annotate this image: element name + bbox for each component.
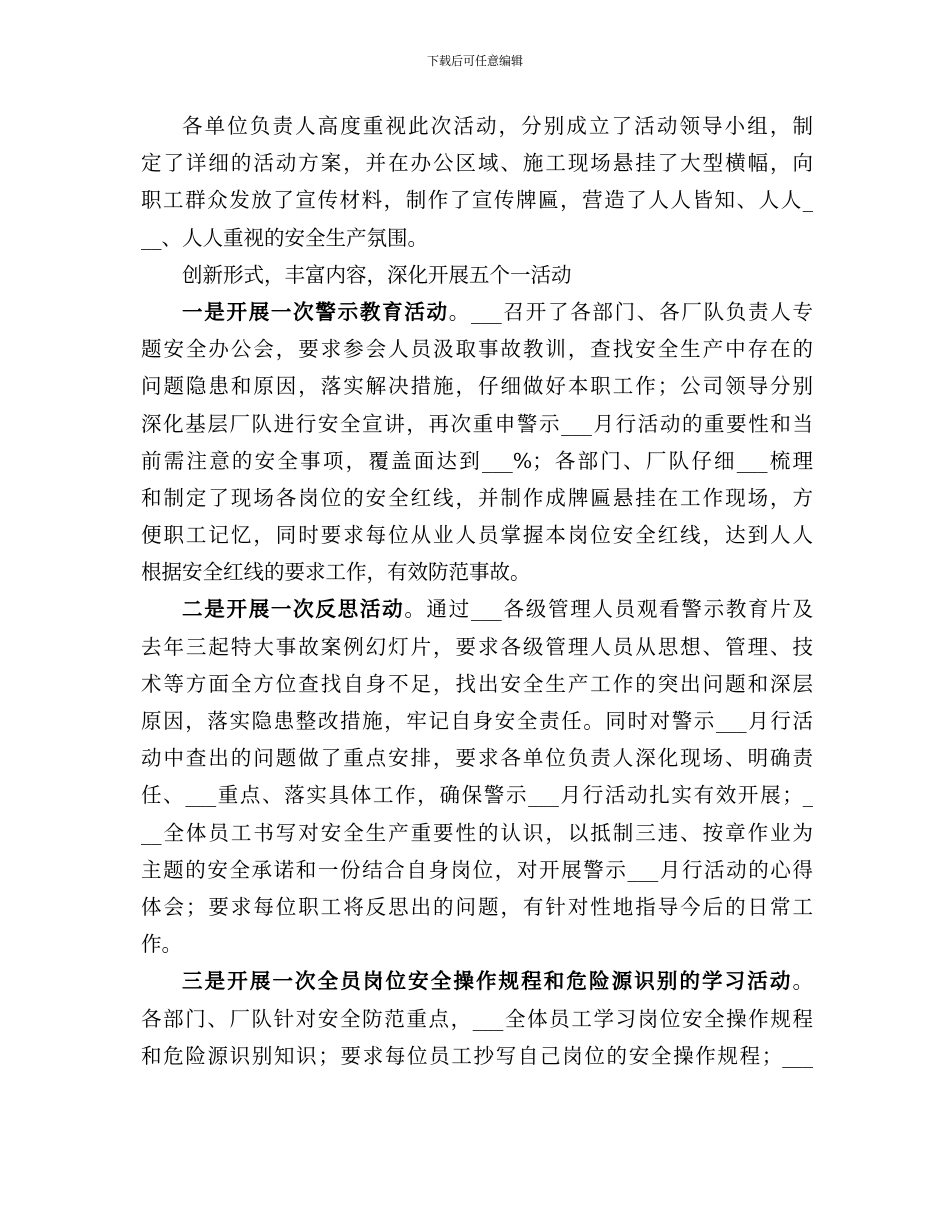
paragraph-1 [141,108,813,257]
page-header: 下载后可任意编辑 [426,54,523,68]
paragraph-heading: 三是开展一次全员岗位安全操作规程和危险源识别的学习活动 [182,969,793,994]
text-line: 原因，落实隐患整改措施，牢记自身安全责任。同时对警示___月行活 [141,709,813,733]
document-body [141,108,813,1075]
text-line: __、人人重视的安全生产氛围。 [141,225,428,250]
paragraph-5 [141,963,813,1075]
paragraph-first-line-rest: 。___召开了各部门、各厂队负责人专 [448,299,814,324]
text-line: 任、___重点、落实具体工作，确保警示___月行活动扎实有效开展；_ [141,783,813,808]
text-line: 前需注意的安全事项，覆盖面达到___%；各部门、厂队仔细___梳理 [141,448,813,473]
paragraph-3 [141,294,813,592]
text-line: __全体员工书写对安全生产重要性的认识，以抵制三违、按章作业为 [141,820,813,845]
text-line [141,963,813,1000]
text-line: 术等方面全方位查找自身不足，找出安全生产工作的突出问题和深层 [141,671,813,696]
text-line: 职工群众发放了宣传材料，制作了宣传牌匾，营造了人人皆知、人人_ [141,188,813,213]
text-line [141,591,813,628]
text-line: 定了详细的活动方案，并在办公区域、施工现场悬挂了大型横幅，向 [141,151,813,176]
text-line: 各单位负责人高度重视此次活动，分别成立了活动领导小组，制 [182,114,813,138]
paragraph-4 [141,591,813,963]
paragraph-heading: 一是开展一次警示教育活动 [182,299,449,324]
text-line: 体会；要求每位职工将反思出的问题，有针对性地指导今后的日常工 [141,894,813,919]
text-line: 动中查出的问题做了重点安排，要求各单位负责人深化现场、明确责 [141,746,813,771]
text-line: 根据安全红线的要求工作，有效防范事故。 [141,560,531,585]
paragraph-heading: 二是开展一次反思活动 [182,597,405,622]
text-line: 便职工记忆，同时要求每位从业人员掌握本岗位安全红线，达到人人 [141,523,813,548]
text-line: 问题隐患和原因，落实解决措施，仔细做好本职工作；公司领导分别 [141,374,813,399]
text-line: 主题的安全承诺和一份结合自身岗位，对开展警示___月行活动的心得 [141,857,813,882]
text-line [141,294,813,331]
text-line: 深化基层厂队进行安全宣讲，再次重申警示___月行活动的重要性和当 [141,411,813,436]
text-line: 去年三起特大事故案例幻灯片，要求各级管理人员从思想、管理、技 [141,634,813,659]
paragraph-2 [141,257,813,294]
paragraph-first-line-rest: 。通过___各级管理人员观看警示教育片及 [404,597,814,622]
text-line: 和危险源识别知识；要求每位员工抄写自己岗位的安全操作规程；___ [141,1043,813,1068]
text-line: 题安全办公会，要求参会人员汲取事故教训，查找安全生产中存在的 [141,337,813,362]
paragraph-first-line-rest: 。 [792,969,813,994]
text-line: 各部门、厂队针对安全防范重点，___全体员工学习岗位安全操作规程 [141,1006,813,1031]
text-line: 和制定了现场各岗位的安全红线，并制作成牌匾悬挂在工作现场，方 [141,485,813,510]
text-line: 创新形式，丰富内容，深化开展五个一活动 [182,262,572,287]
text-line: 作。 [141,932,182,957]
